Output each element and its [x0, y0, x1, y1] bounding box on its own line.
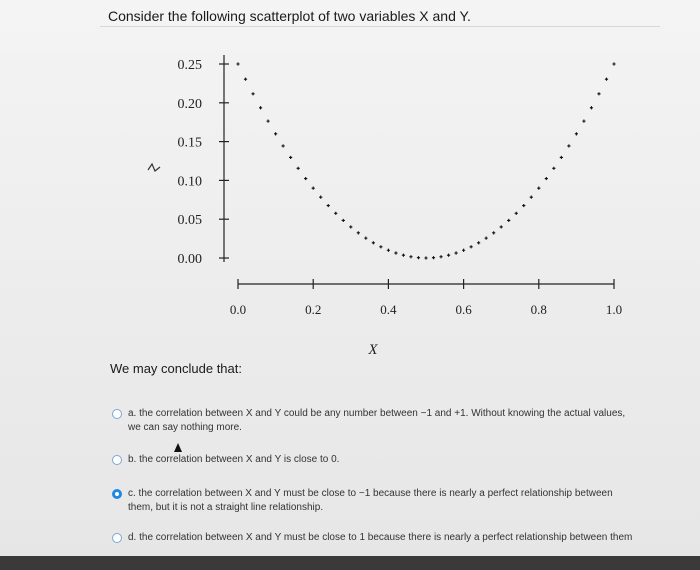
mouse-cursor-icon	[174, 443, 182, 452]
scatter-point	[432, 256, 435, 259]
y-axis-mark-icon	[148, 164, 160, 171]
scatter-point	[567, 144, 570, 147]
scatter-point	[236, 62, 239, 65]
conclusion-prompt: We may conclude that:	[110, 361, 242, 376]
y-tick-label: 0.10	[177, 174, 202, 190]
x-tick-label: 0.6	[455, 302, 472, 317]
scatter-point	[372, 241, 375, 244]
scatter-point	[485, 237, 488, 240]
scatter-point	[477, 241, 480, 244]
option-d-radio[interactable]	[112, 533, 122, 543]
scatter-point	[447, 254, 450, 257]
scatter-point	[560, 156, 563, 159]
option-a-radio[interactable]	[112, 409, 122, 419]
option-c-text: c. the correlation between X and Y must be close to −1 because there is nearly a perfect relationship between them, but it is not a straight line relationship.	[128, 488, 613, 513]
option-a[interactable]	[112, 407, 638, 435]
scatter-point	[582, 120, 585, 123]
y-tick-label: 0.20	[177, 96, 202, 112]
scatter-point	[319, 196, 322, 199]
scatter-point	[530, 196, 533, 199]
option-b-text: b. the correlation between X and Y is close to 0.	[128, 454, 340, 465]
scatter-point	[251, 92, 254, 95]
scatter-point	[439, 255, 442, 258]
scatter-point	[605, 78, 608, 81]
scatter-point	[282, 144, 285, 147]
scatter-point	[327, 204, 330, 207]
scatter-point	[342, 219, 345, 222]
x-tick-label: 0.2	[305, 302, 322, 317]
scatter-point	[597, 92, 600, 95]
scatter-point	[394, 251, 397, 254]
x-axis-label: X	[368, 342, 378, 358]
x-tick-label: 1.0	[605, 302, 623, 317]
scatter-point	[462, 249, 465, 252]
option-b-radio[interactable]	[112, 455, 122, 465]
scatter-point	[590, 106, 593, 109]
option-a-text: a. the correlation between X and Y could be any number between −1 and +1. Without knowing the actual values, we can say nothing more.	[128, 408, 626, 433]
scatter-point	[266, 120, 269, 123]
y-tick-label: 0.25	[177, 58, 202, 73]
screen-bezel	[0, 556, 700, 570]
scatter-point	[259, 106, 262, 109]
y-tick-label: 0.15	[177, 135, 202, 151]
scatter-point	[454, 251, 457, 254]
scatter-point	[552, 167, 555, 170]
scatter-point	[470, 245, 473, 248]
option-c-radio[interactable]	[112, 489, 122, 499]
scatter-point	[492, 231, 495, 234]
scatter-point	[289, 156, 292, 159]
scatter-point	[522, 204, 525, 207]
scatter-point	[357, 231, 360, 234]
scatter-point	[612, 62, 615, 65]
x-tick-label: 0.0	[229, 302, 247, 317]
y-tick-label: 0.05	[177, 213, 202, 229]
y-tick-label: 0.00	[177, 252, 202, 267]
option-b[interactable]	[112, 453, 638, 467]
x-tick-label: 0.4	[380, 302, 397, 317]
scatter-point	[417, 256, 420, 259]
scatter-point	[545, 177, 548, 180]
option-c[interactable]	[112, 487, 638, 515]
scatter-point	[402, 254, 405, 257]
scatter-point	[515, 212, 518, 215]
option-d[interactable]	[112, 531, 638, 545]
scatter-point	[500, 225, 503, 228]
scatter-point	[297, 167, 300, 170]
scatter-point	[575, 132, 578, 135]
scatter-point	[424, 256, 427, 259]
x-tick-label: 0.8	[530, 302, 547, 317]
scatter-point	[304, 177, 307, 180]
option-d-text: d. the correlation between X and Y must be close to 1 because there is nearly a perfect relationship between them	[128, 532, 633, 543]
scatter-point	[312, 187, 315, 190]
scatter-point	[409, 255, 412, 258]
scatter-point	[537, 187, 540, 190]
question-title: Consider the following scatterplot of two variables X and Y.	[108, 8, 471, 24]
scatter-point	[507, 219, 510, 222]
scatter-point	[364, 237, 367, 240]
scatter-point	[387, 249, 390, 252]
scatter-point	[274, 132, 277, 135]
scatter-point	[244, 78, 247, 81]
scatter-point	[349, 225, 352, 228]
scatter-point	[379, 245, 382, 248]
scatter-point	[334, 212, 337, 215]
